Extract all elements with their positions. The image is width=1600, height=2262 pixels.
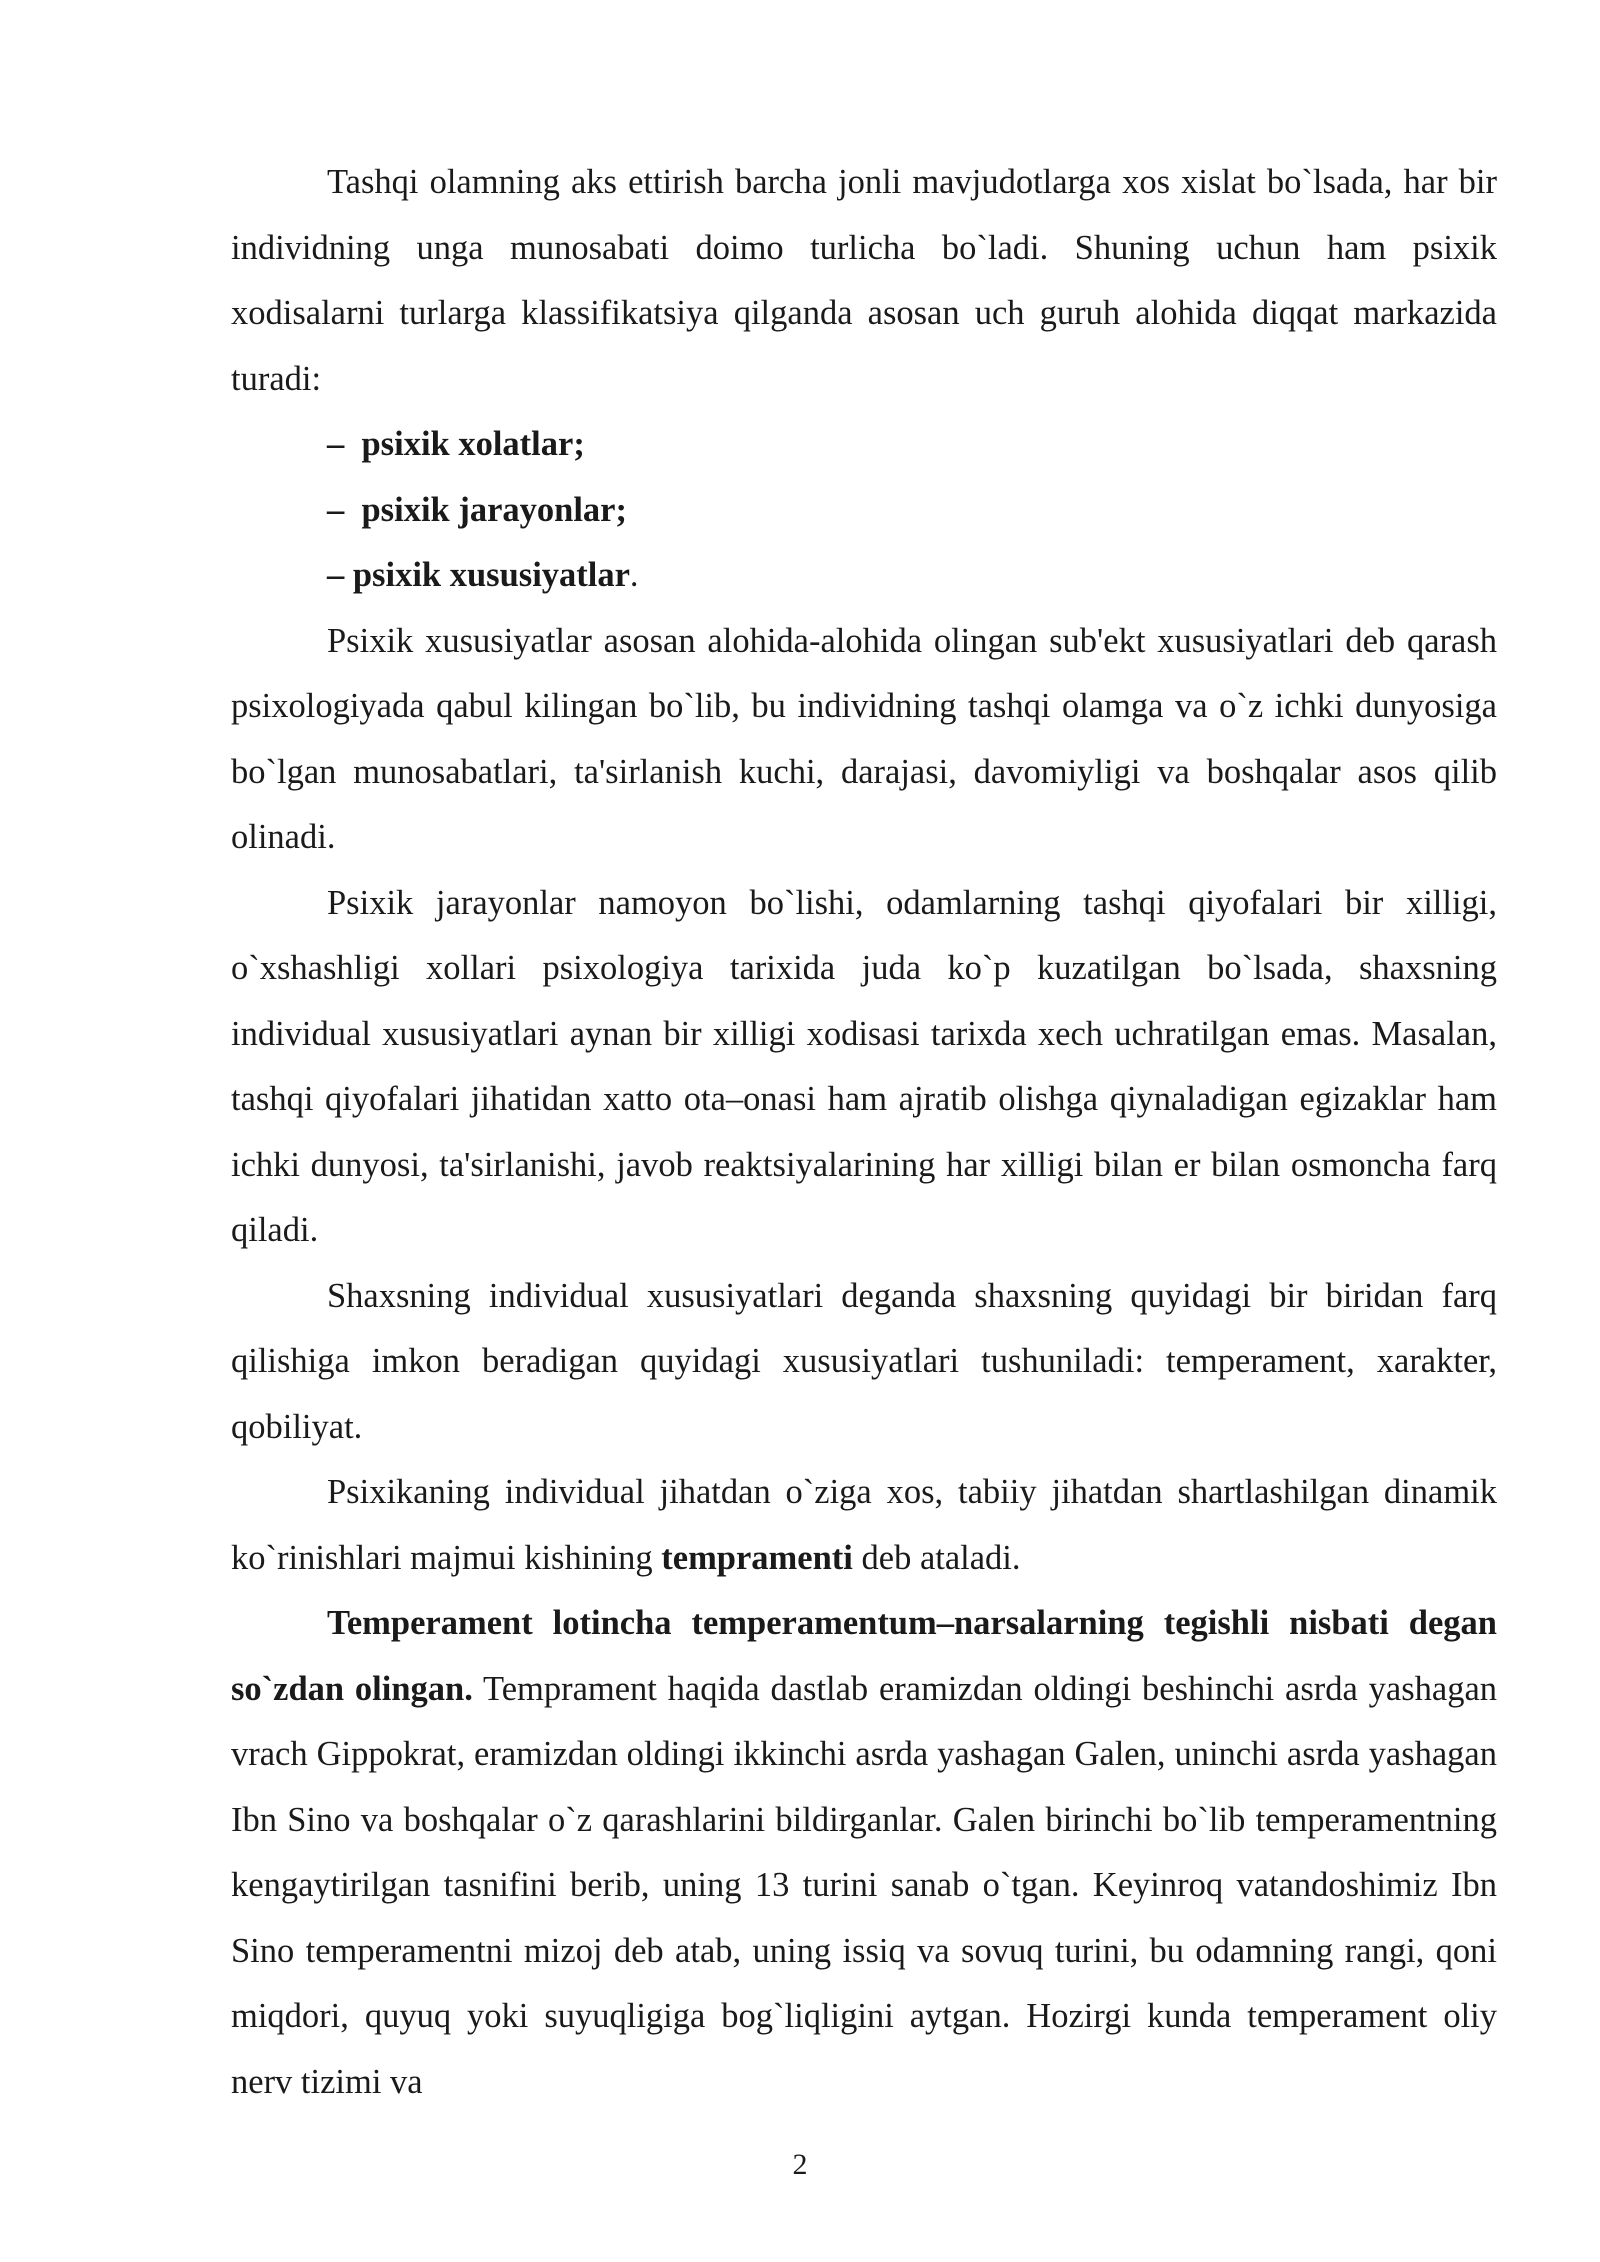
list-item-label: psixik xolatlar; — [361, 425, 585, 463]
list-item-processes — [231, 478, 1497, 544]
paragraph-psychic-processes: Psixik jarayonlar namoyon bo`lishi, odamlarning tashqi qiyofalari bir xilligi, o`xshashligi xollari psixologiya tarixida juda ko`p kuzatilgan bo`lsada, shaxsning individual xususiyatlari aynan bir xilligi xodisasi tarixda xech uchratilgan emas. Masalan, tashqi qiyofalari jihatidan xatto ota–onasi ham ajratib olishga qiynaladigan egizaklar ham ichki dunyosi, ta'sirlanishi, javob reaktsiyalarining har xilligi bilan er bilan osmoncha farq qiladi. — [231, 883, 1497, 1249]
paragraph-individual-properties: Shaxsning individual xususiyatlari deganda shaxsning quyidagi bir biridan farq qilishiga imkon beradigan quyidagi xususiyatlari tushuniladi: temperament, xarakter, qobiliyat. — [231, 1276, 1497, 1446]
paragraph-psychic-properties: Psixik xususiyatlar asosan alohida-alohida olingan sub'ekt xususiyatlari deb qarash psixologiyada qabul kilingan bo`lib, bu individning tashqi olamga va o`z ichki dunyosiga bo`lgan munosabatlari, ta'sirlanish kuchi, darajasi, davomiyligi va boshqalar asos qilib olinadi. — [231, 621, 1497, 856]
list-item-label: psixik jarayonlar; — [361, 490, 627, 529]
document-page — [231, 150, 1497, 2115]
temperament-term: tempramenti — [661, 1538, 853, 1577]
list-dash: – — [327, 556, 345, 594]
list-item-suffix: . — [629, 556, 639, 594]
list-item-properties — [231, 543, 1497, 609]
paragraph-temperament-history — [231, 1591, 1497, 2115]
page-number: 2 — [792, 2148, 808, 2181]
list-dash: – — [327, 425, 345, 463]
list-item-label: psixik xususiyatlar — [352, 556, 630, 594]
temperament-history-text: Temprament haqida dastlab eramizdan oldingi beshinchi asrda yashagan vrach Gippokrat, eramizdan oldingi ikkinchi asrda yashagan Galen, uninchi asrda yashagan Ibn Sino va boshqalar o`z qarashlarini bildirganlar. Galen birinchi bo`lib temperamentning kengaytirilgan tasnifini berib, uning 13 turini sanab o`tgan. Keyinroq vatandoshimiz Ibn Sino temperamentni mizoj deb atab, uning issiq va sovuq turini, bu odamning rangi, qoni miqdori, quyuq yoki suyuqligiga bog`liqligini aytgan. Hozirgi kunda temperament oliy nerv tizimi va — [231, 1669, 1498, 2101]
list-item-states — [231, 412, 1497, 478]
temperament-text-before: Psixikaning individual jihatdan o`ziga xos, tabiiy jihatdan shartlashilgan dinamik ko`rinishlari majmui kishining — [231, 1473, 1497, 1577]
paragraph-temperament-definition — [231, 1460, 1497, 1591]
temperament-etymology: Temperament lotincha temperamentum–narsalarning tegishli nisbati degan so`zdan olingan. — [231, 1604, 1497, 1708]
temperament-text-after: deb ataladi. — [852, 1538, 1021, 1577]
list-dash: – — [327, 490, 345, 529]
intro-paragraph: Tashqi olamning aks ettirish barcha jonli mavjudotlarga xos xislat bo`lsada, har bir individning unga munosabati doimo turlicha bo`ladi. Shuning uchun ham psixik xodisalarni turlarga klassifikatsiya qilganda asosan uch guruh alohida diqqat markazida turadi: — [231, 163, 1497, 398]
